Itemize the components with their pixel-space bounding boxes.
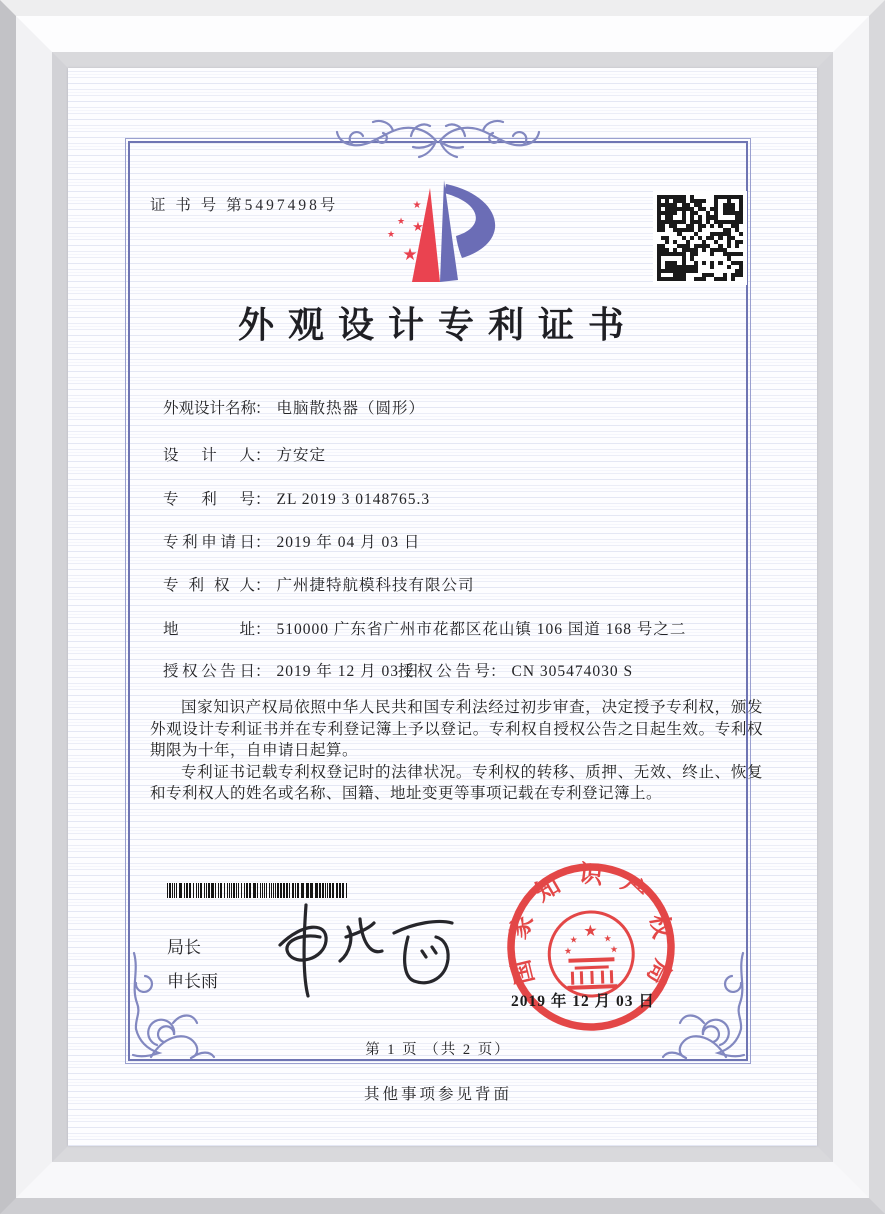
field-grant-row [163,659,763,681]
legal-paragraph-2: 专利证书记载专利权登记时的法律状况。专利权的转移、质押、无效、终止、恢复和专利权人的姓名或名称、国籍、地址变更等事项记载在专利登记簿上。 [150,763,763,802]
field-label: 设计人 [163,447,255,464]
top-border-flourish-ornament [333,117,543,163]
field-label: 专利申请日 [163,534,255,551]
field-value: 510000 广东省广州市花都区花山镇 106 国道 168 号之二 [276,621,687,638]
field-filing-date: 专利申请日： 2019 年 04 月 03 日 [163,530,763,552]
svg-text:★: ★ [582,922,598,941]
seal-date: 2019 年 12 月 03 日 [511,993,655,1010]
certificate-number: 证 书 号 第5497498号 [150,197,339,214]
legal-text [150,697,763,805]
field-value: ZL 2019 3 0148765.3 [276,491,431,508]
director-title: 局长 [167,938,201,957]
field-label: 专利权人 [163,577,255,594]
field-design-name: 外观设计名称： 电脑散热器（圆形） [163,396,763,418]
field-label: 授权公告日 [163,663,255,680]
svg-text:★: ★ [412,219,424,234]
field-value: CN 305474030 S [511,663,634,680]
certificate-title: 外观设计专利证书 [237,305,638,345]
field-label: 授权公告号 [398,663,490,680]
field-label: 外观设计名称 [163,400,257,417]
svg-text:★: ★ [569,934,578,945]
back-side-note: 其他事项参见背面 [363,1086,512,1103]
national-emblem-icon [548,911,635,998]
svg-text:★: ★ [609,944,619,955]
field-value: 2019 年 12 月 03 日 [276,663,421,680]
field-patentee: 专利权人： 广州捷特航模科技有限公司 [163,573,763,595]
field-grant-no: 授权公告号： CN 305474030 S [398,659,633,681]
field-label: 专利号 [163,491,255,508]
director-name: 申长雨 [167,972,218,991]
field-grant-date: 授权公告日： 2019 年 12 月 03 日 [163,663,420,680]
svg-text:★: ★ [402,245,418,264]
field-value: 2019 年 04 月 03 日 [276,534,421,551]
svg-text:★: ★ [603,933,612,944]
seal-ring-text: 国家知识产权局 [504,861,678,1004]
field-value: 电脑散热器（圆形） [276,400,426,417]
qr-code [653,191,747,285]
page-number: 第 1 页 （共 2 页） [365,1042,511,1058]
cnipa-logo-icon [360,170,538,290]
svg-text:★: ★ [563,945,573,956]
field-patent-no: 专利号： ZL 2019 3 0148765.3 [163,487,763,509]
field-value: 广州捷特航模科技有限公司 [276,577,475,594]
official-seal [500,855,682,1039]
field-designer: 设计人： 方安定 [163,443,763,465]
svg-text:★: ★ [412,200,422,211]
signature-image [262,895,462,1003]
legal-paragraph-1: 国家知识产权局依照中华人民共和国专利法经过初步审查，决定授予专利权，颁发外观设计专利证书并在专利登记簿上予以登记。专利权自授权公告之日起生效。专利权期限为十年，自申请日起算。 [150,699,763,759]
field-address: 地址： 510000 广东省广州市花都区花山镇 106 国道 168 号之二 [163,617,763,639]
svg-text:★: ★ [396,216,406,226]
field-value: 方安定 [276,447,327,464]
svg-text:★: ★ [386,229,396,239]
field-label: 地址 [163,621,255,638]
